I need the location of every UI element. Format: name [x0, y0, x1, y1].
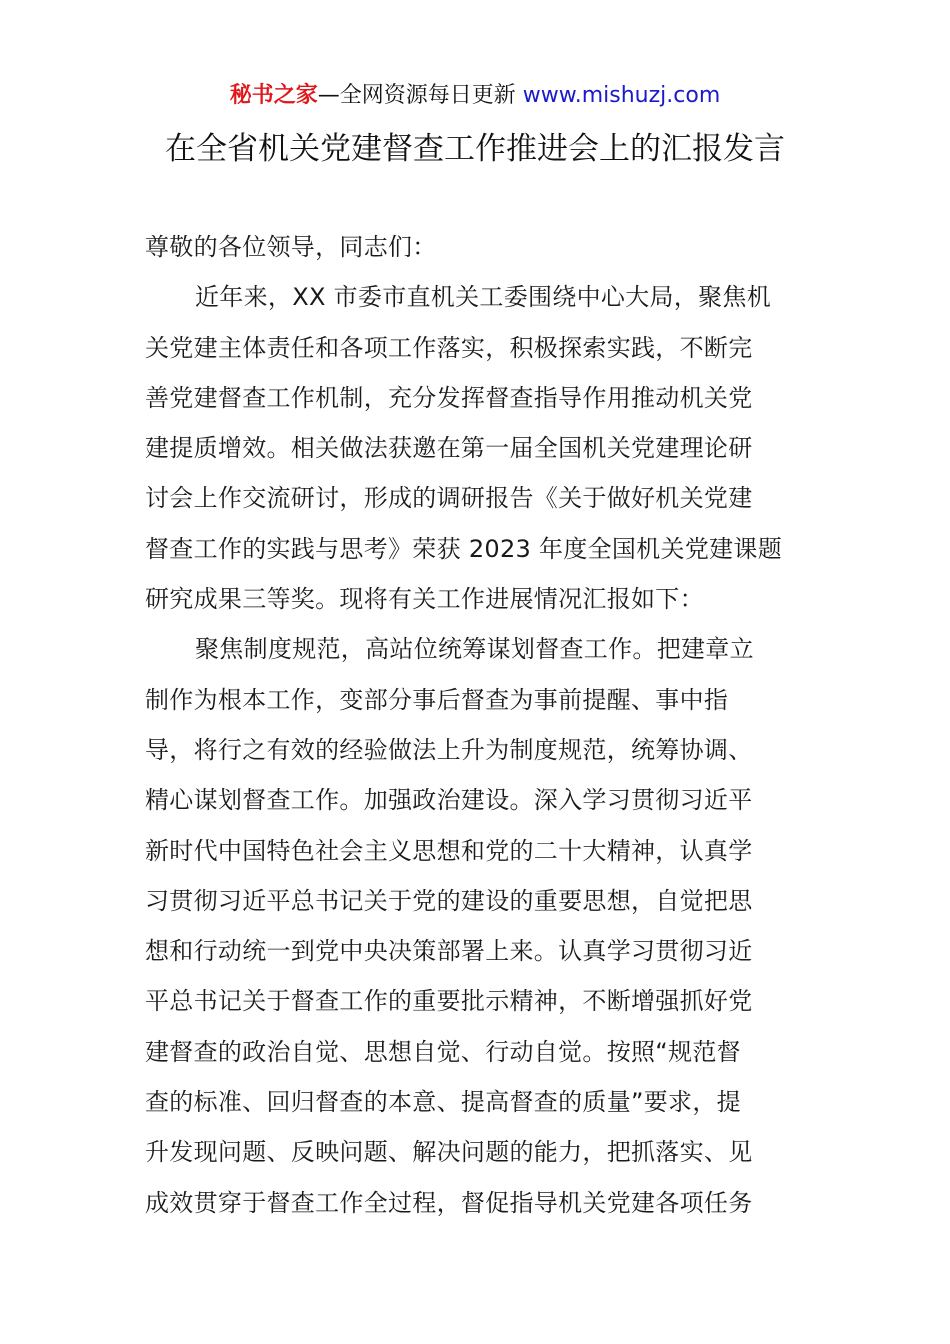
paragraph-line: 善党建督查工作机制，充分发挥督查指导作用推动机关党 — [145, 383, 753, 412]
paragraph-line: 督查工作的实践与思考》荣获 2023 年度全国机关党建课题 — [145, 534, 783, 563]
paragraph-line: 想和行动统一到党中央决策部署上来。认真学习贯彻习近 — [145, 937, 753, 966]
document-body — [145, 222, 807, 1228]
paragraph-line: 聚焦制度规范，高站位统筹谋划督查工作。把建章立 — [195, 635, 754, 664]
paragraph-line: 关党建主体责任和各项工作落实，积极探索实践，不断完 — [145, 333, 753, 362]
site-tagline: —全网资源每日更新 — [317, 83, 523, 108]
salutation-line: 尊敬的各位领导，同志们： — [145, 233, 437, 261]
paragraph-line: 升发现问题、反映问题、解决问题的能力，把抓落实、见 — [145, 1138, 753, 1167]
paragraph-line: 成效贯穿于督查工作全过程，督促指导机关党建各项任务 — [145, 1188, 753, 1217]
site-header — [0, 80, 950, 112]
document-title: 在全省机关党建督查工作推进会上的汇报发言 — [165, 131, 785, 167]
site-url-link[interactable]: www.mishuzj.com — [522, 83, 721, 108]
paragraph-line: 建提质增效。相关做法获邀在第一届全国机关党建理论研 — [145, 434, 753, 463]
paragraph-line: 平总书记关于督查工作的重要批示精神，不断增强抓好党 — [145, 987, 753, 1016]
paragraph-line: 近年来，XX 市委市直机关工委围绕中心大局，聚焦机 — [195, 283, 772, 312]
paragraph-line: 新时代中国特色社会主义思想和党的二十大精神，认真学 — [145, 836, 753, 865]
paragraph-line: 研究成果三等奖。现将有关工作进展情况汇报如下： — [145, 585, 704, 614]
paragraph-line: 习贯彻习近平总书记关于党的建设的重要思想，自觉把思 — [145, 886, 753, 915]
paragraph-line: 讨会上作交流研讨，形成的调研报告《关于做好机关党建 — [145, 484, 753, 513]
site-brand: 秘书之家 — [229, 83, 318, 108]
paragraph-line: 查的标准、回归督查的本意、提高督查的质量”要求，提 — [145, 1088, 741, 1117]
paragraph-line: 制作为根本工作，变部分事后督查为事前提醒、事中指 — [145, 685, 729, 714]
paragraph-line: 建督查的政治自觉、思想自觉、行动自觉。按照“规范督 — [145, 1037, 741, 1066]
paragraph-line: 精心谋划督查工作。加强政治建设。深入学习贯彻习近平 — [145, 786, 753, 815]
paragraph-line: 导，将行之有效的经验做法上升为制度规范，统筹协调、 — [145, 735, 753, 764]
